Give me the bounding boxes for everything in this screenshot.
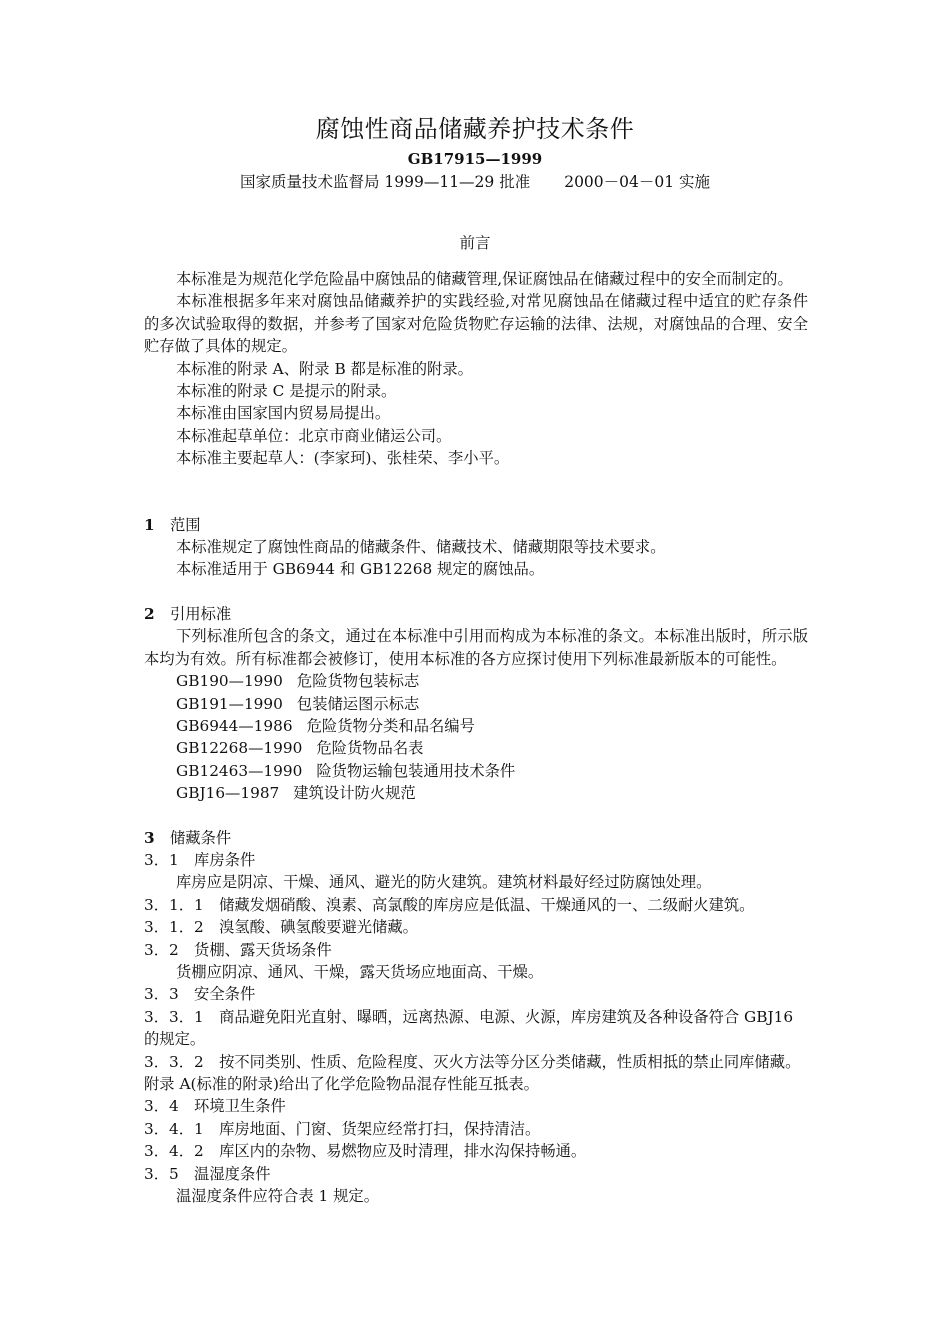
foreword-paragraph: 本标准的附录 A、附录 B 都是标准的附录。 [176,359,473,378]
foreword-heading: 前言 [459,234,491,252]
subsection-heading: 3．2 货棚、露天货场条件 [144,940,332,959]
clause: 3．1．2 溴氢酸、碘氢酸要避光储藏。 [144,918,418,937]
subsection-heading: 3．1 库房条件 [144,850,256,869]
subsection-heading: 3．3 安全条件 [144,985,256,1004]
subsection-heading: 3．4 环境卫生条件 [144,1097,286,1116]
section-paragraph: 温湿度条件应符合表 1 规定。 [176,1187,380,1206]
section-paragraph: 库房应是阴凉、干燥、通风、避光的防火建筑。建筑材料最好经过防腐蚀处理。 [176,873,712,892]
section-paragraph: 本标准适用于 GB6944 和 GB12268 规定的腐蚀品。 [176,560,545,579]
clause: 3．4．2 库区内的杂物、易燃物应及时清理，排水沟保持畅通。 [144,1142,587,1161]
section-paragraph: 本标准规定了腐蚀性商品的储藏条件、储藏技术、储藏期限等技术要求。 [176,538,666,557]
approval-info: 国家质量技术监督局 1999—11—29 批准 [239,173,531,191]
document-title: 腐蚀性商品储藏养护技术条件 [315,115,635,143]
clause: 3．3．2 按不同类别、性质、危险程度、灭火方法等分区分类储藏，性质相抵的禁止同库储藏。附录 A(标准的附录)给出了化学危险物品混存性能互抵表。 [144,1052,801,1093]
foreword-paragraph: 本标准由国家国内贸易局提出。 [176,404,391,423]
reference-item: GB6944—1986 危险货物分类和品名编号 [176,716,475,735]
implementation-info: 2000－04－01 实施 [564,173,711,191]
reference-item: GB12268—1990 危险货物品名表 [176,739,424,758]
section-heading: 2 引用标准 [144,604,232,623]
reference-item: GB191—1990 包装储运图示标志 [176,694,420,713]
document-body [144,268,808,1207]
clause: 3．4．1 库房地面、门窗、货架应经常打扫，保持清洁。 [144,1119,541,1138]
clause: 3．1．1 储藏发烟硝酸、溴素、高氯酸的库房应是低温、干燥通风的一、二级耐火建筑。 [144,895,755,914]
section-paragraph: 货棚应阴凉、通风、干燥，露天货场应地面高、干燥。 [176,962,544,981]
clause: 3．3．1 商品避免阳光直射、曝晒，远离热源、电源、火源，库房建筑及各种设备符合 GBJ16 的规定。 [144,1007,794,1049]
reference-item: GB190—1990 危险货物包装标志 [176,672,420,691]
reference-item: GBJ16—1987 建筑设计防火规范 [176,784,416,803]
section-heading: 3 储藏条件 [144,828,232,847]
section-paragraph: 下列标准所包含的条文，通过在本标准中引用而构成为本标准的条文。本标准出版时，所示版本均为有效。所有标准都会被修订，使用本标准的各方应探讨使用下列标准最新版本的可能性。 [144,627,808,668]
foreword-paragraph: 本标准起草单位：北京市商业储运公司。 [176,426,452,445]
section-heading: 1 范围 [144,515,201,534]
subsection-heading: 3．5 温湿度条件 [144,1164,271,1183]
foreword-paragraph: 本标准主要起草人：(李家珂)、张桂荣、李小平。 [176,449,510,468]
standard-number: GB17915—1999 [407,150,543,168]
issue-info [0,170,950,192]
foreword-paragraph: 本标准的附录 C 是提示的附录。 [176,382,397,401]
reference-item: GB12463—1990 险货物运输包装通用技术条件 [176,761,516,780]
foreword-paragraph: 本标准是为规范化学危险晶中腐蚀品的储藏管理,保证腐蚀品在储藏过程中的安全而制定的。 [176,270,793,288]
foreword-paragraph: 本标准根据多年来对腐蚀品储藏养护的实践经验,对常见腐蚀品在储藏过程中适宜的贮存条件的多次试验取得的数据，并参考了国家对危险货物贮存运输的法律、法规，对腐蚀品的合理、安全贮存做了具体的规定。 [144,292,808,356]
